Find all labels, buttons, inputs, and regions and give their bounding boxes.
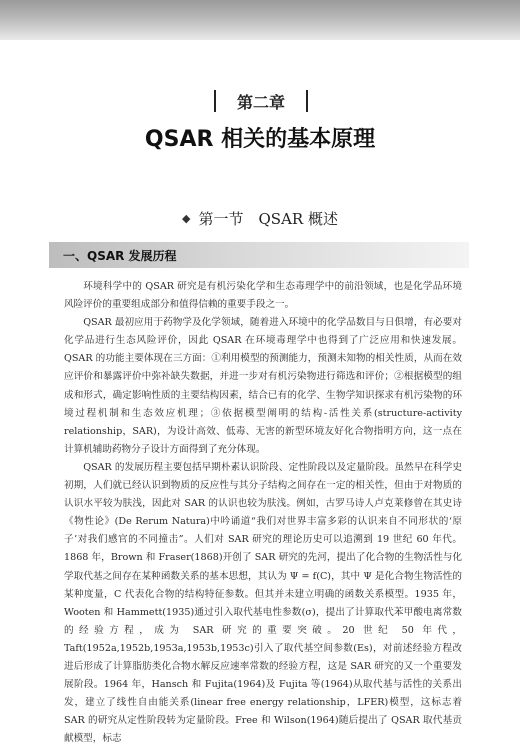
- section-heading: [0, 208, 520, 229]
- subsection-title: 一、QSAR 发展历程: [63, 248, 177, 263]
- chapter-label: 第二章: [236, 92, 285, 112]
- chapter-title: QSAR 相关的基本原理: [144, 127, 376, 152]
- chapter-label-box: [214, 90, 308, 112]
- section-title: 第一节 QSAR 概述: [198, 210, 338, 228]
- subsection-heading-bar: [49, 242, 469, 268]
- paragraph: 环境科学中的 QSAR 研究是有机污染化学和生态毒理学中的前沿领域，也是化学品环境风险评价的重要组成部分和值得信赖的重要手段之一。: [64, 281, 462, 311]
- header-gradient-bar: [0, 0, 520, 40]
- diamond-icon: ◆: [182, 212, 191, 225]
- paragraph: QSAR 最初应用于药物学及化学领域，随着进入环境中的化学品数目与日俱增，有必要对化学品进行生态风险评价，因此 QSAR 在环境毒理学中也得到了广泛应用和快速发展。QSAR 的功能主要体现在三方面：①利用模型的预测能力，预测未知物的相关性质，从而在效应评价和暴露评价中弥补缺失数据，并进一步对有机污染物进行筛选和评价；②根据模型的组成和形式，确定影响性质的主要结构因素，结合已有的化学、生物学知识探求有机污染物的环境过程机制和生态效应机理；③依据模型阐明的结构-活性关系(structure-activity relationship，SAR)，为设计高效、低毒、无害的新型环境友好化合物指明方向，这一点在计算机辅助药物分子设计方面得到了充分体现。: [64, 317, 462, 455]
- paragraph: QSAR 的发展历程主要包括早期朴素认识阶段、定性阶段以及定量阶段。虽然早在科学史初期，人们就已经认识到物质的反应性与其分子结构之间存在一定的相关性，但由于对物质的认识水平较为肤浅，因此对 SAR 的认识也较为肤浅。例如，古罗马诗人卢克莱修曾在其史诗《物性论》(De Rerum Natura)中吟诵道“我们对世界丰富多彩的认识来自不同形状的‘原子’对我们感官的不同撞击”。人们对 SAR 研究的理论历史可以追溯到 19 世纪 60 年代。1868 年，Brown 和 Fraser(1868)开创了 SAR 研究的先河，提出了化合物的生物活性与化学取代基之间存在某种函数关系的基本思想，其认为 Ψ = f(C)，其中 Ψ 是化合物生物活性的某种度量，C 代表化合物的结构特征参数。但其并未建立明确的函数关系模型。1935 年，Wooten 和 Hammett(1935)通过引入取代基电性参数(σ)，提出了计算取代苯甲酸电离常数的经验方程，成为 SAR 研究的重要突破。20 世纪 50 年代，Taft(1952a,1952b,1953a,1953b,1953c)引入了取代基空间参数(Es)，对前述经验方程改进后形成了计算脂肪类化合物水解反应速率常数的经验方程，这是 SAR 研究的又一个重要发展阶段。1964 年，Hansch 和 Fujita(1964)及 Fujita 等(1964)从取代基与活性的关系出发，建立了线性自由能关系(linear free energy relationship，LFER)模型，这标志着 SAR 的研究从定性阶段转为定量阶段。Free 和 Wilson(1964)随后提出了 QSAR 取代基贡献模型，标志: [64, 461, 462, 745]
- body-text: [64, 278, 462, 748]
